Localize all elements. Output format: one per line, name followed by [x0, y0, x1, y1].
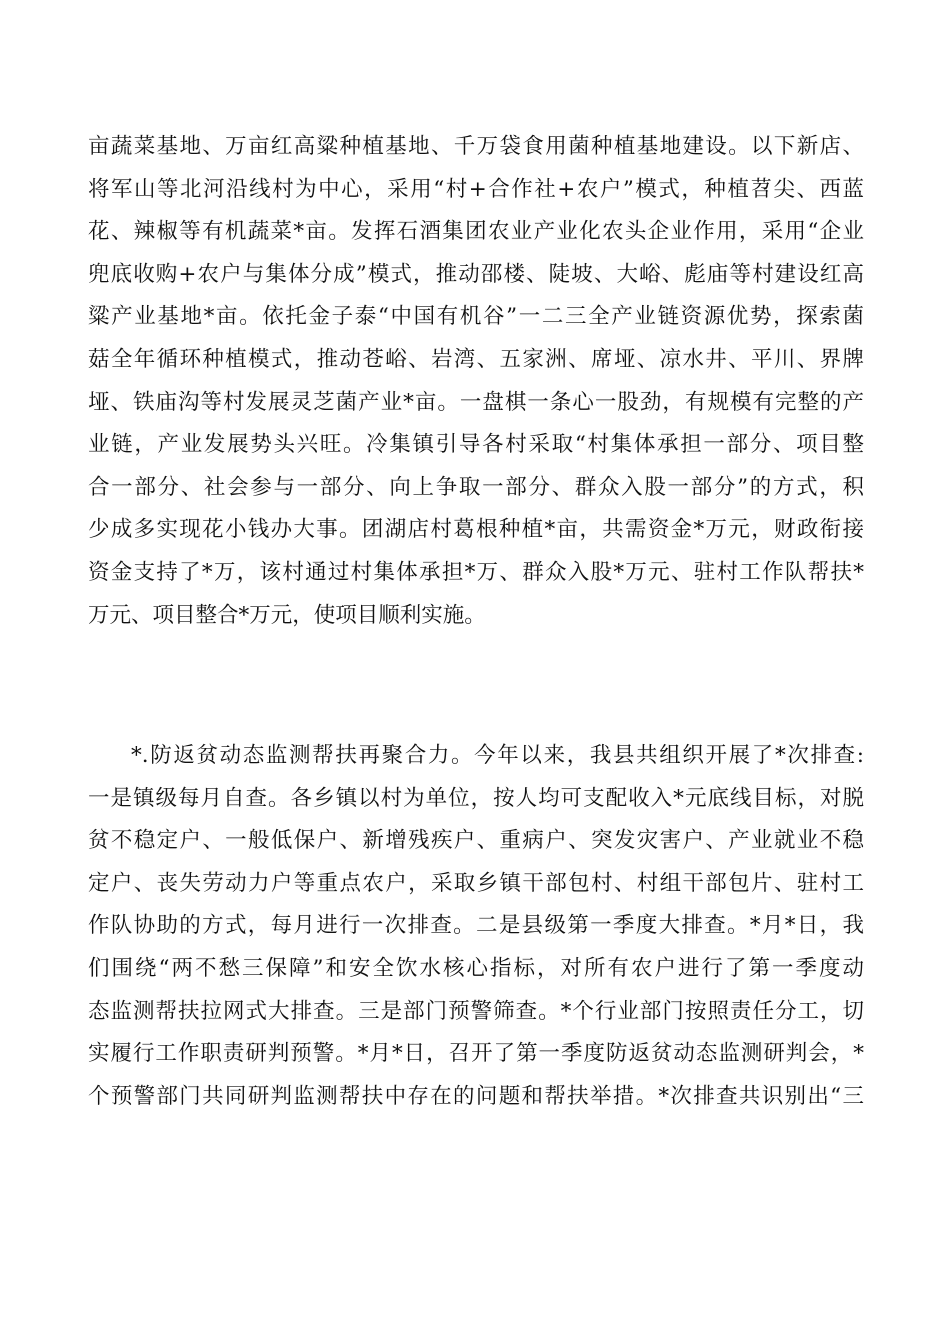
text-line: 贫不稳定户、一般低保户、新增残疾户、重病户、突发灾害户、产业就业不稳 — [88, 828, 864, 854]
text-line: 亩蔬菜基地、万亩红高粱种植基地、千万袋食用菌种植基地建设。以下新店、 — [88, 134, 864, 159]
text-line: 业链，产业发展势头兴旺。冷集镇引导各村采取“村集体承担一部分、项目整 — [88, 432, 864, 458]
text-line: 将军山等北河沿线村为中心，采用“村+合作社+农户”模式，种植苕尖、西蓝 — [88, 176, 864, 202]
text-line: 们围绕“两不愁三保障”和安全饮水核心指标，对所有农户进行了第一季度动 — [88, 955, 864, 981]
text-line: 合一部分、社会参与一部分、向上争取一部分、群众入股一部分”的方式，积 — [88, 474, 864, 500]
text-line: 一是镇级每月自查。各乡镇以村为单位，按人均可支配收入*元底线目标，对脱 — [88, 785, 864, 811]
text-line: 作队协助的方式，每月进行一次排查。二是县级第一季度大排查。*月*日，我 — [88, 913, 864, 939]
paragraph-1 — [88, 126, 864, 637]
text-line: 垭、铁庙沟等村发展灵芝菌产业*亩。一盘棋一条心一股劲，有规模有完整的产 — [88, 389, 864, 415]
text-line: 实履行工作职责研判预警。*月*日，召开了第一季度防返贫动态监测研判会，* — [88, 1041, 864, 1067]
text-line: 定户、丧失劳动力户等重点农户，采取乡镇干部包村、村组干部包片、驻村工 — [88, 870, 864, 896]
text-line: 万元、项目整合*万元，使项目顺利实施。 — [88, 602, 486, 628]
text-line: 资金支持了*万，该村通过村集体承担*万、群众入股*万元、驻村工作队帮扶* — [88, 559, 864, 585]
text-line: 菇全年循环种植模式，推动苍峪、岩湾、五家洲、席垭、凉水井、平川、界牌 — [88, 346, 864, 372]
paragraph-2 — [88, 735, 864, 1118]
text-line: 少成多实现花小钱办大事。团湖店村葛根种植*亩，共需资金*万元，财政衔接 — [88, 517, 864, 543]
text-line: 兜底收购+农户与集体分成”模式，推动邵楼、陡坡、大峪、彪庙等村建设红高 — [88, 261, 864, 287]
text-line: 粱产业基地*亩。依托金子泰“中国有机谷”一二三全产业链资源优势，探索菌 — [88, 304, 864, 330]
text-line: 态监测帮扶拉网式大排查。三是部门预警筛查。*个行业部门按照责任分工，切 — [88, 998, 864, 1024]
text-line: *.防返贫动态监测帮扶再聚合力。今年以来，我县共组织开展了*次排查: — [131, 743, 864, 768]
text-line: 花、辣椒等有机蔬菜*亩。发挥石酒集团农业产业化农头企业作用，采用“企业 — [88, 219, 864, 245]
text-line: 个预警部门共同研判监测帮扶中存在的问题和帮扶举措。*次排查共识别出“三 — [88, 1083, 864, 1109]
